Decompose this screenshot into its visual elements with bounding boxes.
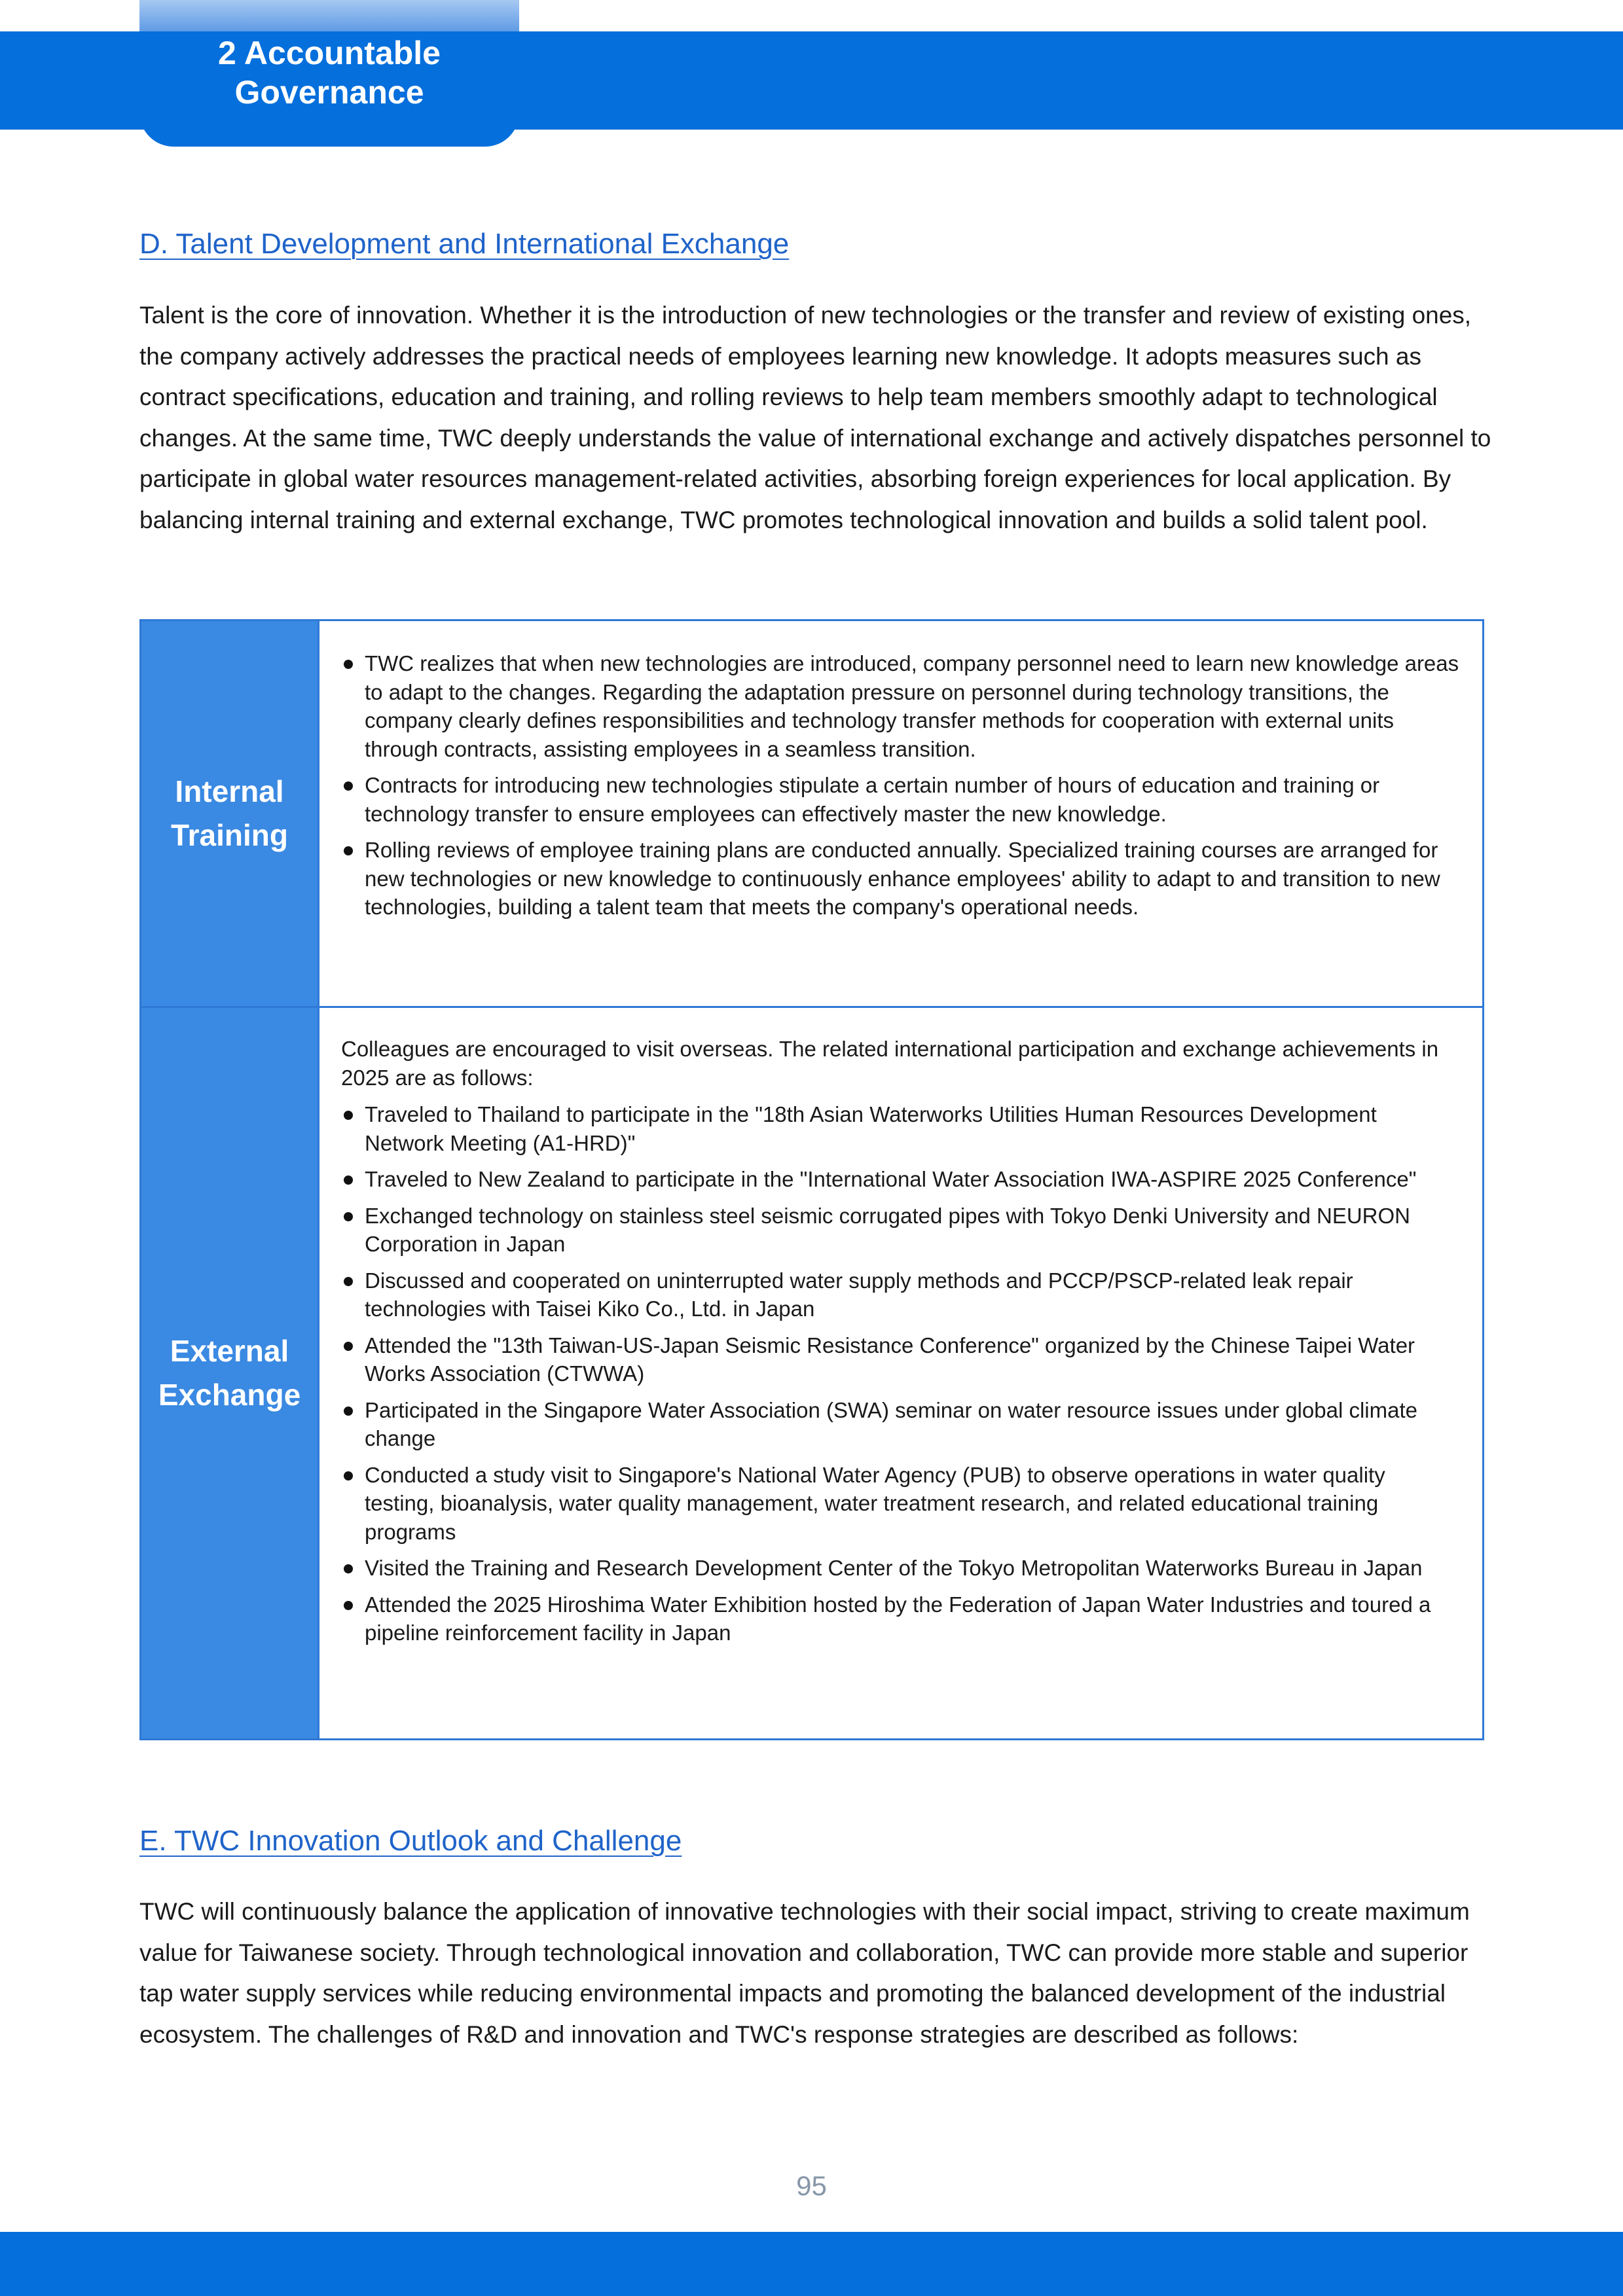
list-item: Traveled to Thailand to participate in the "18th Asian Waterworks Utilities Human Resources Development Network Meeting (A1-HRD)" xyxy=(341,1100,1460,1157)
row-label-cell xyxy=(141,1008,319,1738)
page-number: 95 xyxy=(796,2170,827,2201)
row-label-cell xyxy=(141,621,319,1006)
list-item: Exchanged technology on stainless steel seismic corrugated pipes with Tokyo Denki University and NEURON Corporation in Japan xyxy=(341,1202,1460,1259)
row-content-cell xyxy=(319,1008,1482,1738)
list-item: Conducted a study visit to Singapore's National Water Agency (PUB) to observe operations in water quality testing, bioanalysis, water quality management, water treatment research, and related educational training programs xyxy=(341,1461,1460,1547)
section-e-heading: E. TWC Innovation Outlook and Challenge xyxy=(139,1825,682,1857)
list-item: Attended the "13th Taiwan-US-Japan Seismic Resistance Conference" organized by the Chinese Taipei Water Works Association (CTWWA) xyxy=(341,1331,1460,1388)
row-label: External Exchange xyxy=(158,1334,301,1412)
talent-development-table xyxy=(139,619,1484,1740)
bullet-list xyxy=(341,1100,1460,1647)
section-e-paragraph: TWC will continuously balance the application of innovative technologies with their social impact, striving to create maximum value for Taiwanese society. Through technological innovation and collaboration, TWC can provide more stable and superior tap water supply services while reducing environmental impacts and promoting the balanced development of the industrial ecosystem. The challenges of R&D and innovation and TWC's response strategies are described as follows: xyxy=(139,1898,1470,2048)
list-item: Discussed and cooperated on uninterrupted water supply methods and PCCP/PSCP-related leak repair technologies with Taisei Kiko Co., Ltd. in Japan xyxy=(341,1266,1460,1323)
list-item: Visited the Training and Research Development Center of the Tokyo Metropolitan Waterworks Bureau in Japan xyxy=(341,1554,1460,1583)
chapter-tab-highlight xyxy=(139,0,519,34)
row-intro-text: Colleagues are encouraged to visit overseas. The related international participation and exchange achievements in 2025 are as follows: xyxy=(341,1037,1439,1090)
section-d-paragraph: Talent is the core of innovation. Whether it is the introduction of new technologies or the transfer and review of existing ones, the company actively addresses the practical needs of employees learning new knowledge. It adopts measures such as contract specifications, education and training, and rolling reviews to help team members smoothly adapt to technological changes. At the same time, TWC deeply understands the value of international exchange and actively dispatches personnel to participate in global water resources management-related activities, absorbing foreign experiences for local application. By balancing internal training and external exchange, TWC promotes technological innovation and builds a solid talent pool. xyxy=(139,302,1491,533)
list-item: Contracts for introducing new technologies stipulate a certain number of hours of education and training or technology transfer to ensure employees can effectively master the new knowledge. xyxy=(341,771,1460,828)
list-item: Attended the 2025 Hiroshima Water Exhibition hosted by the Federation of Japan Water Industries and toured a pipeline reinforcement facility in Japan xyxy=(341,1590,1460,1647)
list-item: Rolling reviews of employee training plans are conducted annually. Specialized training courses are arranged for new technologies or new knowledge to continuously enhance employees' ability to adapt to and transition to new technologies, building a talent team that meets the company's operational needs. xyxy=(341,836,1460,922)
section-d-heading: D. Talent Development and International Exchange xyxy=(139,228,790,260)
list-item: Traveled to New Zealand to participate in the "International Water Association IWA-ASPIRE 2025 Conference" xyxy=(341,1165,1460,1194)
chapter-tab xyxy=(139,31,519,147)
table-row-external-exchange xyxy=(141,1008,1482,1738)
table-row-internal-training xyxy=(141,621,1482,1008)
list-item: TWC realizes that when new technologies are introduced, company personnel need to learn new knowledge areas to adapt to the changes. Regarding the adaptation pressure on personnel during technology transitions, the company clearly defines responsibilities and technology transfer methods for cooperation with external units through contracts, assisting employees in a seamless transition. xyxy=(341,649,1460,763)
chapter-label: 2 Accountable Governance xyxy=(218,35,441,111)
list-item: Participated in the Singapore Water Association (SWA) seminar on water resource issues under global climate change xyxy=(341,1396,1460,1453)
row-content-cell xyxy=(319,621,1482,1006)
row-label: Internal Training xyxy=(171,774,288,852)
footer-band xyxy=(0,2232,1623,2296)
bullet-list xyxy=(341,649,1460,922)
